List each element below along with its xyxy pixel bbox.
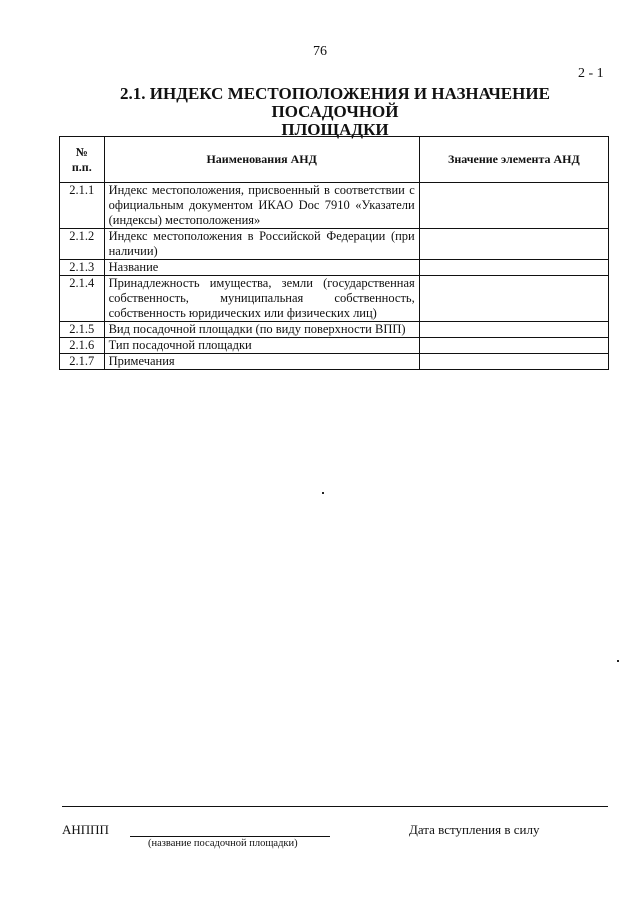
anppp-name-field: [130, 836, 330, 837]
header-name: Наименования АНД: [104, 137, 419, 183]
row-name: Вид посадочной площадки (по виду поверхности ВПП): [104, 322, 419, 338]
header-num-line2: п.п.: [71, 159, 92, 174]
scan-speck: [617, 660, 619, 662]
header-num-line1: №: [75, 144, 88, 159]
row-name: Индекс местоположения, присвоенный в соответствии с официальным документом ИКАО Doc 7910 «Указатели (индексы) местоположения»: [104, 183, 419, 229]
row-num: 2.1.7: [60, 354, 105, 370]
footer-divider: [62, 806, 608, 807]
row-num: 2.1.5: [60, 322, 105, 338]
header-num: [60, 137, 105, 183]
anppp-label: АНППП: [62, 822, 109, 837]
row-value: [419, 322, 608, 338]
page-number: 76: [313, 44, 327, 59]
table-row: [60, 338, 609, 354]
table-row: [60, 183, 609, 229]
table-row: [60, 229, 609, 260]
header-value: Значение элемента АНД: [419, 137, 608, 183]
table-row: [60, 354, 609, 370]
effective-date-label: Дата вступления в силу: [409, 822, 540, 837]
anppp-caption: (название посадочной площадки): [148, 838, 298, 849]
and-table: [59, 136, 609, 370]
row-name: Название: [104, 260, 419, 276]
row-value: [419, 276, 608, 322]
row-value: [419, 229, 608, 260]
row-num: 2.1.2: [60, 229, 105, 260]
row-value: [419, 338, 608, 354]
row-name: Тип посадочной площадки: [104, 338, 419, 354]
table-row: [60, 276, 609, 322]
row-value: [419, 354, 608, 370]
section-title-line2: ПЛОЩАДКИ: [281, 120, 389, 139]
row-num: 2.1.1: [60, 183, 105, 229]
table-header-row: [60, 137, 609, 183]
row-value: [419, 260, 608, 276]
row-name: Примечания: [104, 354, 419, 370]
section-title: [70, 85, 600, 139]
section-code: 2 - 1: [578, 66, 604, 81]
section-title-line1: 2.1. ИНДЕКС МЕСТОПОЛОЖЕНИЯ И НАЗНАЧЕНИЕ ПОСАДОЧНОЙ: [120, 84, 550, 121]
row-num: 2.1.6: [60, 338, 105, 354]
table-row: [60, 322, 609, 338]
row-num: 2.1.3: [60, 260, 105, 276]
row-name: Принадлежность имущества, земли (государственная собственность, муниципальная собственность, собственность юридических или физических лиц): [104, 276, 419, 322]
row-value: [419, 183, 608, 229]
row-name: Индекс местоположения в Российской Федерации (при наличии): [104, 229, 419, 260]
table-row: [60, 260, 609, 276]
scan-speck: [322, 492, 324, 494]
row-num: 2.1.4: [60, 276, 105, 322]
